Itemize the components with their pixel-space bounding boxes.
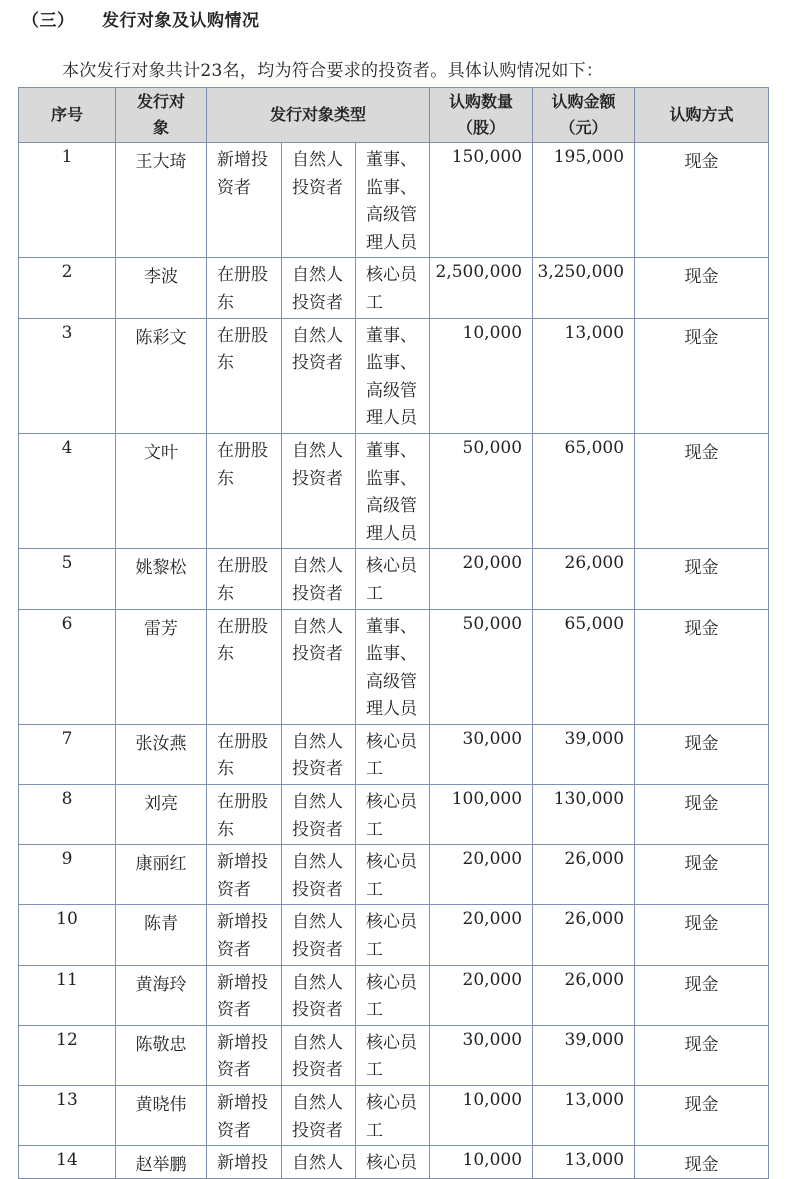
table-row bbox=[19, 724, 769, 784]
row-shares: 100,000 bbox=[430, 785, 533, 845]
row-shares: 10,000 bbox=[430, 1086, 533, 1146]
row-holder-type: 在册股东 bbox=[207, 785, 282, 845]
row-method: 现金 bbox=[635, 318, 769, 433]
row-shares: 10,000 bbox=[430, 1146, 533, 1179]
table-row bbox=[19, 785, 769, 845]
row-method: 现金 bbox=[635, 1086, 769, 1146]
row-holder-type: 新增投资者 bbox=[207, 845, 282, 905]
row-role: 董事、监事、高级管理人员 bbox=[356, 318, 430, 433]
row-role: 核心员工 bbox=[356, 258, 430, 318]
header-amount: 认购金额（元） bbox=[533, 88, 635, 143]
table-row bbox=[19, 965, 769, 1025]
table-row bbox=[19, 1086, 769, 1146]
table-row bbox=[19, 258, 769, 318]
row-seq: 13 bbox=[19, 1086, 116, 1146]
row-method: 现金 bbox=[635, 845, 769, 905]
table-header-row bbox=[19, 88, 769, 143]
row-seq: 7 bbox=[19, 724, 116, 784]
row-shares: 20,000 bbox=[430, 905, 533, 965]
row-holder-type: 新增投 bbox=[207, 1146, 282, 1179]
section-heading bbox=[22, 6, 260, 31]
row-investor-type: 自然人投资者 bbox=[282, 785, 356, 845]
row-amount: 3,250,000 bbox=[533, 258, 635, 318]
row-holder-type: 新增投资者 bbox=[207, 965, 282, 1025]
row-holder-type: 在册股东 bbox=[207, 433, 282, 548]
row-seq: 1 bbox=[19, 143, 116, 258]
row-role: 核心员 bbox=[356, 1146, 430, 1179]
header-seq: 序号 bbox=[19, 88, 116, 143]
row-name: 陈彩文 bbox=[116, 318, 207, 433]
row-shares: 150,000 bbox=[430, 143, 533, 258]
row-method: 现金 bbox=[635, 965, 769, 1025]
row-role: 核心员工 bbox=[356, 965, 430, 1025]
row-seq: 2 bbox=[19, 258, 116, 318]
row-method: 现金 bbox=[635, 433, 769, 548]
row-amount: 26,000 bbox=[533, 965, 635, 1025]
row-seq: 3 bbox=[19, 318, 116, 433]
header-shares: 认购数量（股） bbox=[430, 88, 533, 143]
row-method: 现金 bbox=[635, 143, 769, 258]
row-method: 现金 bbox=[635, 785, 769, 845]
row-amount: 26,000 bbox=[533, 845, 635, 905]
section-title: 发行对象及认购情况 bbox=[102, 11, 260, 31]
row-amount: 13,000 bbox=[533, 1146, 635, 1179]
row-seq: 14 bbox=[19, 1146, 116, 1179]
row-investor-type: 自然人投资者 bbox=[282, 965, 356, 1025]
row-seq: 6 bbox=[19, 609, 116, 724]
row-amount: 130,000 bbox=[533, 785, 635, 845]
row-investor-type: 自然人投资者 bbox=[282, 609, 356, 724]
table-row bbox=[19, 1025, 769, 1085]
row-role: 核心员工 bbox=[356, 724, 430, 784]
row-role: 核心员工 bbox=[356, 905, 430, 965]
row-investor-type: 自然人投资者 bbox=[282, 845, 356, 905]
row-role: 核心员工 bbox=[356, 785, 430, 845]
header-method: 认购方式 bbox=[635, 88, 769, 143]
row-method: 现金 bbox=[635, 549, 769, 609]
row-shares: 30,000 bbox=[430, 724, 533, 784]
row-shares: 20,000 bbox=[430, 845, 533, 905]
row-name: 陈敬忠 bbox=[116, 1025, 207, 1085]
table-row bbox=[19, 549, 769, 609]
row-holder-type: 在册股东 bbox=[207, 724, 282, 784]
row-name: 黄晓伟 bbox=[116, 1086, 207, 1146]
row-amount: 65,000 bbox=[533, 433, 635, 548]
row-seq: 5 bbox=[19, 549, 116, 609]
row-shares: 50,000 bbox=[430, 609, 533, 724]
row-amount: 195,000 bbox=[533, 143, 635, 258]
row-method: 现金 bbox=[635, 1025, 769, 1085]
row-name: 雷芳 bbox=[116, 609, 207, 724]
row-method: 现金 bbox=[635, 724, 769, 784]
row-shares: 20,000 bbox=[430, 549, 533, 609]
row-holder-type: 新增投资者 bbox=[207, 905, 282, 965]
row-amount: 65,000 bbox=[533, 609, 635, 724]
table-row bbox=[19, 905, 769, 965]
row-name: 陈青 bbox=[116, 905, 207, 965]
row-seq: 12 bbox=[19, 1025, 116, 1085]
row-seq: 10 bbox=[19, 905, 116, 965]
subscription-table bbox=[18, 87, 769, 1179]
row-holder-type: 在册股东 bbox=[207, 609, 282, 724]
row-holder-type: 在册股东 bbox=[207, 258, 282, 318]
row-role: 核心员工 bbox=[356, 549, 430, 609]
row-role: 核心员工 bbox=[356, 845, 430, 905]
row-name: 张汝燕 bbox=[116, 724, 207, 784]
row-amount: 39,000 bbox=[533, 724, 635, 784]
row-amount: 26,000 bbox=[533, 549, 635, 609]
row-investor-type: 自然人投资者 bbox=[282, 1086, 356, 1146]
row-amount: 39,000 bbox=[533, 1025, 635, 1085]
row-investor-type: 自然人投资者 bbox=[282, 143, 356, 258]
row-role: 董事、监事、高级管理人员 bbox=[356, 143, 430, 258]
row-name: 刘亮 bbox=[116, 785, 207, 845]
row-role: 董事、监事、高级管理人员 bbox=[356, 609, 430, 724]
row-seq: 8 bbox=[19, 785, 116, 845]
row-name: 李波 bbox=[116, 258, 207, 318]
row-method: 现金 bbox=[635, 609, 769, 724]
row-name: 赵举鹏 bbox=[116, 1146, 207, 1179]
intro-paragraph: 本次发行对象共计23名，均为符合要求的投资者。具体认购情况如下： bbox=[62, 61, 604, 81]
row-seq: 9 bbox=[19, 845, 116, 905]
row-amount: 26,000 bbox=[533, 905, 635, 965]
row-investor-type: 自然人投资者 bbox=[282, 1025, 356, 1085]
row-seq: 4 bbox=[19, 433, 116, 548]
row-seq: 11 bbox=[19, 965, 116, 1025]
row-holder-type: 新增投资者 bbox=[207, 1086, 282, 1146]
row-investor-type: 自然人投资者 bbox=[282, 905, 356, 965]
row-investor-type: 自然人投资者 bbox=[282, 258, 356, 318]
row-shares: 50,000 bbox=[430, 433, 533, 548]
row-amount: 13,000 bbox=[533, 318, 635, 433]
row-name: 王大琦 bbox=[116, 143, 207, 258]
table-row bbox=[19, 318, 769, 433]
row-holder-type: 在册股东 bbox=[207, 318, 282, 433]
row-name: 康丽红 bbox=[116, 845, 207, 905]
row-investor-type: 自然人 bbox=[282, 1146, 356, 1179]
row-role: 核心员工 bbox=[356, 1025, 430, 1085]
row-investor-type: 自然人投资者 bbox=[282, 433, 356, 548]
row-holder-type: 新增投资者 bbox=[207, 143, 282, 258]
table-row bbox=[19, 845, 769, 905]
row-investor-type: 自然人投资者 bbox=[282, 549, 356, 609]
row-method: 现金 bbox=[635, 258, 769, 318]
section-number: （三） bbox=[22, 11, 75, 31]
row-holder-type: 新增投资者 bbox=[207, 1025, 282, 1085]
row-name: 文叶 bbox=[116, 433, 207, 548]
row-investor-type: 自然人投资者 bbox=[282, 724, 356, 784]
row-name: 黄海玲 bbox=[116, 965, 207, 1025]
table-row bbox=[19, 609, 769, 724]
row-shares: 2,500,000 bbox=[430, 258, 533, 318]
row-role: 董事、监事、高级管理人员 bbox=[356, 433, 430, 548]
table-row bbox=[19, 433, 769, 548]
row-shares: 10,000 bbox=[430, 318, 533, 433]
table-row bbox=[19, 143, 769, 258]
row-method: 现金 bbox=[635, 1146, 769, 1179]
table-row bbox=[19, 1146, 769, 1179]
row-shares: 20,000 bbox=[430, 965, 533, 1025]
row-name: 姚黎松 bbox=[116, 549, 207, 609]
row-investor-type: 自然人投资者 bbox=[282, 318, 356, 433]
header-target: 发行对象 bbox=[116, 88, 207, 143]
row-holder-type: 在册股东 bbox=[207, 549, 282, 609]
row-role: 核心员工 bbox=[356, 1086, 430, 1146]
row-method: 现金 bbox=[635, 905, 769, 965]
row-amount: 13,000 bbox=[533, 1086, 635, 1146]
header-type: 发行对象类型 bbox=[207, 88, 430, 143]
row-shares: 30,000 bbox=[430, 1025, 533, 1085]
